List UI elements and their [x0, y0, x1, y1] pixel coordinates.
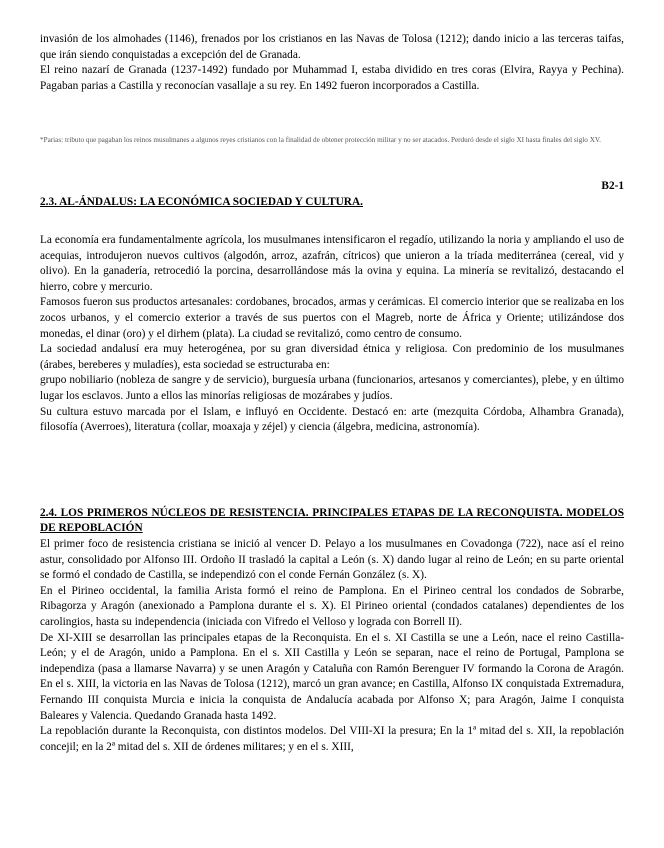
section-2-3-title: 2.3. AL-ÁNDALUS: LA ECONÓMICA SOCIEDAD Y CULTURA.	[40, 196, 363, 208]
intro-paragraph-2: El reino nazarí de Granada (1237-1492) fundado por Muhammad I, estaba dividido en tres coras (Elvira, Rayya y Pechina). Pagaban parias a Castilla y reconocían vasallaje a su rey. En 1492 fueron incorporados a Castilla.	[40, 64, 624, 92]
section-2-3-paragraph-4: grupo nobiliario (nobleza de sangre y de servicio), burguesía urbana (funcionarios, artesanos y comerciantes), plebe, y en último lugar los esclavos. Junto a ellos las minorías religiosas de mozárabes y judíos.	[40, 374, 624, 402]
section-2-4-title-block	[40, 506, 624, 535]
section-2-4-paragraph-3: De XI-XIII se desarrollan las principales etapas de la Reconquista. En el s. XI Castilla se une a León, nace el reino Castilla-León; y el de Aragón, unido a Pamplona. En el s. XII Castilla y León se separan, nace el reino de Portugal, Pamplona se independiza (pasa a llamarse Navarra) y se unen Aragón y Cataluña con Ramón Berenguer IV formando la Corona de Aragón. En el s. XIII, la victoria en las Navas de Tolosa (1212), marcó un gran avance; en Castilla, Alfonso IX conquistada Extremadura, Fernando III conquista Murcia e inicia la conquista de Andalucía acabada por Alfonso X; para Aragón, Jaime I conquista Baleares y Valencia. Quedando Granada hasta 1492.	[40, 631, 624, 722]
section-2-3-paragraph-1: La economía era fundamentalmente agrícola, los musulmanes intensificaron el regadío, utilizando la noria y ampliando el uso de acequias, introdujeron nuevos cultivos (algodón, arroz, azafrán, cítricos) que unieron a la tríada mediterránea (cereal, vid y olivo). En la ganadería, retrocedió la porcina, desarrollándose más la ovina y equina. La minería se revitalizó, destacando el hierro, cobre y mercurio.	[40, 234, 624, 293]
footnote-block	[40, 136, 624, 146]
section-2-3-paragraph-2: Famosos fueron sus productos artesanales: cordobanes, brocados, armas y cerámicas. El comercio interior que se realizaba en los zocos urbanos, y el comercio exterior a través de sus puertos con el Magreb, norte de África y Oriente; utilizándose dos monedas, el dinar (oro) y el dirhem (plata). La ciudad se revitalizó, como centro de consumo.	[40, 296, 624, 340]
intro-block	[40, 32, 624, 94]
section-2-3-title-block	[40, 195, 624, 210]
footnote: *Parias: tributo que pagaban los reinos musulmanes a algunos reyes cristianos con la finalidad de obtener protección militar y no ser atacados. Perduró desde el siglo XI hasta finales del siglo XV.	[40, 136, 601, 144]
section-2-4-paragraph-4: La repoblación durante la Reconquista, con distintos modelos. Del VIII-XI la presura; En la 1ª mitad del s. XII, la repoblación concejil; en la 2ª mitad del s. XII de órdenes militares; y en el s. XIII,	[40, 725, 624, 753]
intro-paragraph-1: invasión de los almohades (1146), frenados por los cristianos en las Navas de Tolosa (1212); dando inicio a las terceras taifas, que irán siendo conquistadas a excepción del de Granada.	[40, 33, 624, 61]
section-2-4-paragraph-1: El primer foco de resistencia cristiana se inició al vencer D. Pelayo a los musulmanes en Covadonga (722), nace así el reino astur, consolidado por Alfonso III. Ordoño II trasladó la capital a León (s. X) dando lugar al reino de León; en su parte oriental se formó el condado de Castilla, se independizó con el conde Fernán González (s. X).	[40, 538, 624, 582]
section-2-3-paragraph-5: Su cultura estuvo marcada por el Islam, e influyó en Occidente. Destacó en: arte (mezquita Córdoba, Alhambra Granada), filosofía (Averroes), literatura (collar, moaxaja y zéjel) y ciencia (álgebra, medicina, astronomía).	[40, 405, 624, 434]
section-2-4-title: 2.4. LOS PRIMEROS NÚCLEOS DE RESISTENCIA. PRINCIPALES ETAPAS DE LA RECONQUISTA. MODELOS DE REPOBLACIÓN	[40, 507, 624, 534]
page-code: B2-1	[601, 180, 624, 192]
section-2-4-paragraph-2: En el Pirineo occidental, la familia Arista formó el reino de Pamplona. En el Pirineo central los condados de Sobrarbe, Ribagorza y Aragón (anexionado a Pamplona durante el s. X). El Pirineo oriental (condados catalanes) dependientes de los carolingios, hasta su independencia (iniciada con Vifredo el Velloso y lograda con Borrell II).	[40, 584, 624, 628]
section-2-3-paragraph-3: La sociedad andalusí era muy heterogénea, por su gran diversidad étnica y religiosa. Con predominio de los musulmanes (árabes, bereberes y muladíes), esta sociedad se estructuraba en:	[40, 343, 624, 371]
section-2-3-body	[40, 233, 624, 436]
section-2-4-body	[40, 537, 624, 755]
